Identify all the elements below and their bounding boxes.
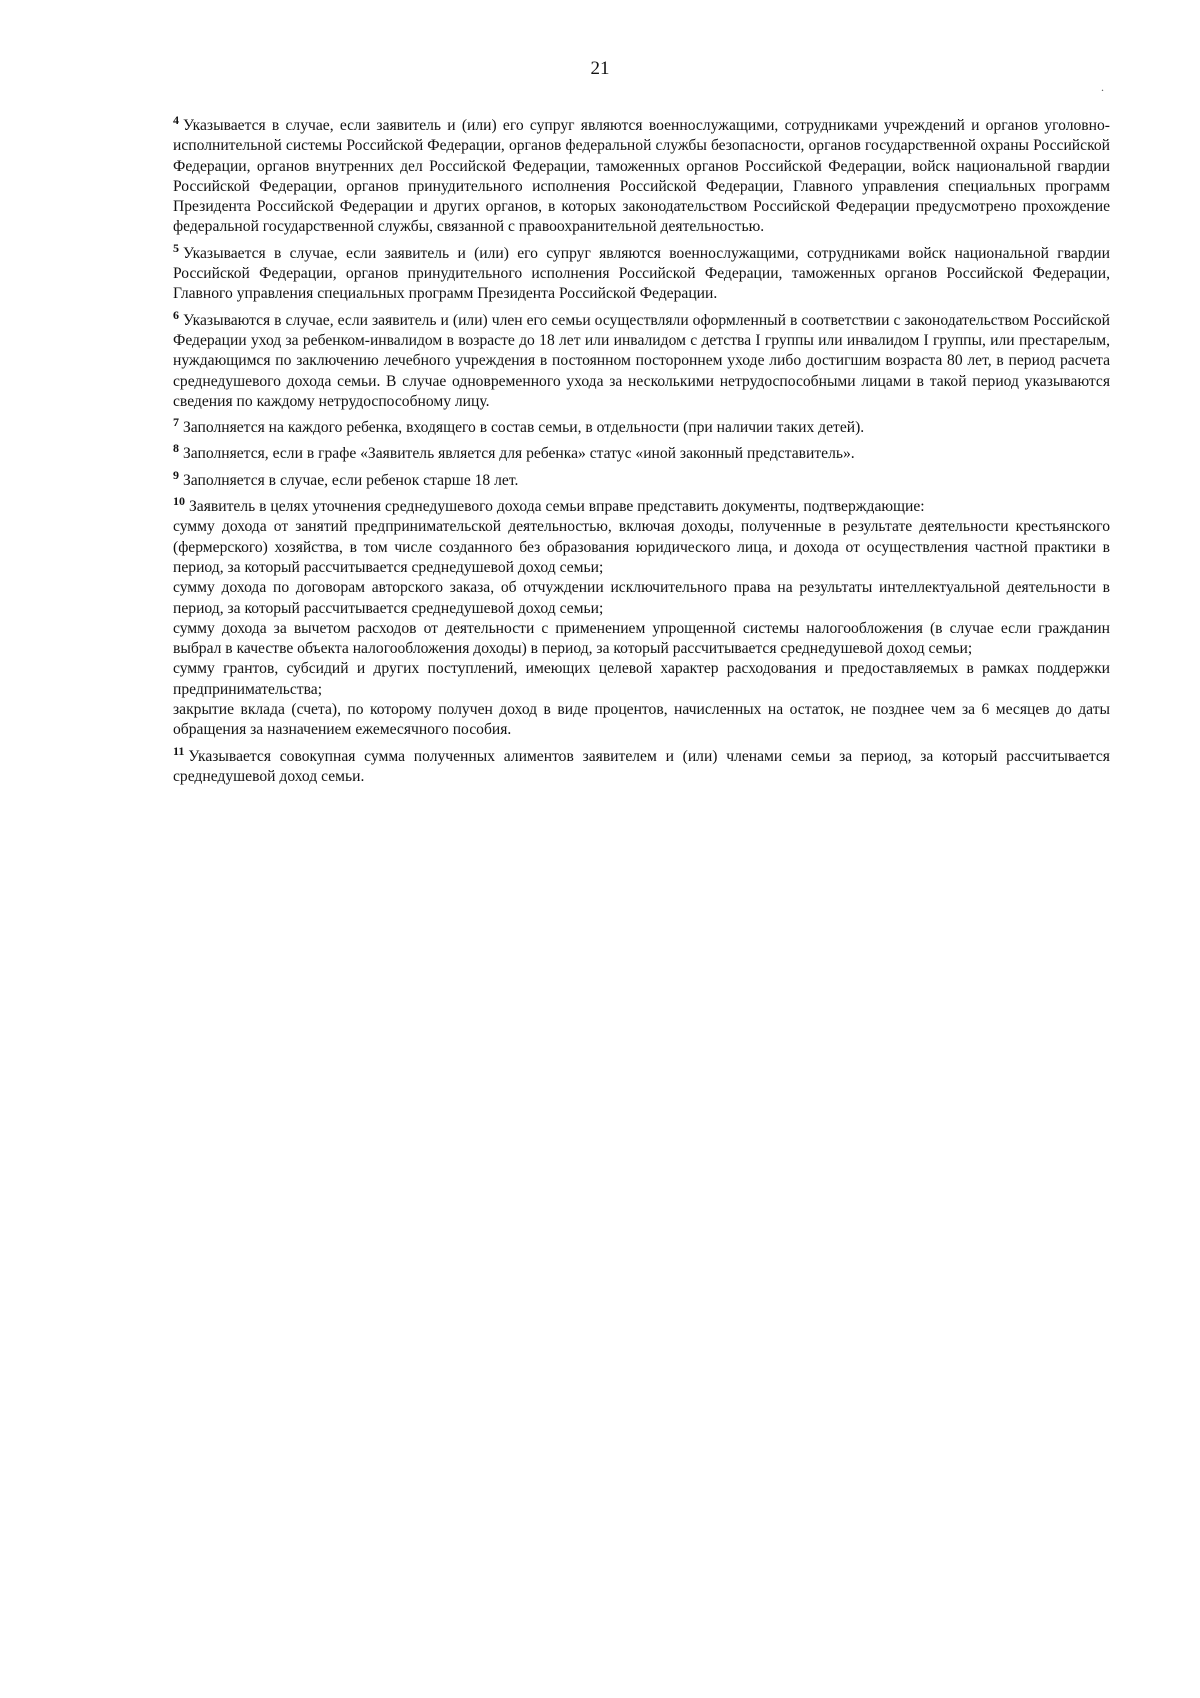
footnote-text: Заполняется, если в графе «Заявитель является для ребенка» статус «иной законный представитель».	[183, 445, 855, 463]
footnote-text: Указывается в случае, если заявитель и (или) его супруг являются военнослужащими, сотрудниками войск национальной гвардии Российской Федерации, органов принудительного исполнения Российской Федерации, таможенных органов Российской Федерации, Главного управления специальных программ Президента Российской Федерации.	[173, 244, 1110, 303]
footnote-paragraph	[173, 743, 1110, 788]
footnote-paragraph	[173, 494, 1110, 517]
footnote-text: Указываются в случае, если заявитель и (или) член его семьи осуществляли оформленный в соответствии с законодательством Российской Федерации уход за ребенком-инвалидом в возрасте до 18 лет или инвалидом с детства I группы или инвалидом I группы, или престарелым, нуждающимся по заключению лечебного учреждения в постоянном постороннем уходе либо достигшим возраста 80 лет, в период расчета среднедушевого дохода семьи. В случае одновременного ухода за несколькими нетрудоспособными лицами в такой период указываются сведения по каждому нетрудоспособному лицу.	[173, 311, 1110, 410]
footnote-marker: 5	[173, 240, 179, 255]
footnote-paragraph: сумму дохода за вычетом расходов от деятельности с применением упрощенной системы налогообложения (в случае если гражданин выбрал в качестве объекта налогообложения доходы) в период, за который рассчитывается среднедушевой доход семьи;	[173, 619, 1110, 658]
footnote-text: Заполняется на каждого ребенка, входящего в состав семьи, в отдельности (при наличии таких детей).	[183, 419, 865, 437]
footnote-text: Указывается в случае, если заявитель и (или) его супруг являются военнослужащими, сотрудниками учреждений и органов уголовно-исполнительной системы Российской Федерации, органов федеральной службы безопасности, органов государственной охраны Российской Федерации, органов внутренних дел Российской Федерации, таможенных органов Российской Федерации, войск национальной гвардии Российской Федерации, органов принудительного исполнения Российской Федерации, Главного управления специальных программ Президента Российской Федерации и других органов, в которых законодательством Российской Федерации предусмотрено прохождение федеральной государственной службы, связанной с правоохранительной деятельностью.	[173, 117, 1110, 236]
footnote-4	[173, 113, 1110, 238]
footnote-marker: 10	[173, 494, 185, 509]
footnote-paragraph	[173, 415, 1110, 438]
footnote-marker: 9	[173, 467, 179, 482]
footnote-marker: 7	[173, 415, 179, 430]
footnote-paragraph	[173, 441, 1110, 464]
footnote-marker: 4	[173, 113, 179, 127]
footnote-paragraph: сумму дохода от занятий предпринимательской деятельностью, включая доходы, полученные в результате деятельности крестьянского (фермерского) хозяйства, в том числе созданного без образования юридического лица, и дохода от осуществления частной практики в период, за который рассчитывается среднедушевой доход семьи;	[173, 518, 1110, 576]
footnotes-section	[173, 113, 1110, 793]
footnote-6	[173, 307, 1110, 412]
footnote-text: Заполняется в случае, если ребенок старше 18 лет.	[183, 471, 519, 489]
footnote-paragraph	[173, 307, 1110, 412]
footnote-paragraph: закрытие вклада (счета), по которому получен доход в виде процентов, начисленных на остаток, не позднее чем за 6 месяцев до даты обращения за назначением ежемесячного пособия.	[173, 701, 1110, 739]
footnote-10	[173, 494, 1110, 741]
footnote-8	[173, 441, 1110, 464]
footnote-text: Заявитель в целях уточнения среднедушевого дохода семьи вправе представить документы, подтверждающие:	[189, 498, 925, 516]
footnote-marker: 6	[173, 307, 179, 322]
footnote-paragraph	[173, 240, 1110, 305]
footnote-paragraph	[173, 113, 1110, 238]
footnote-9	[173, 467, 1110, 491]
page-number: 21	[590, 58, 610, 79]
footnote-paragraph: сумму грантов, субсидий и других поступлений, имеющих целевой характер расходования и предоставляемых в рамках поддержки предпринимательства;	[173, 660, 1110, 698]
footnote-marker: 8	[173, 441, 179, 456]
scan-mark: .	[1101, 80, 1104, 94]
footnote-11	[173, 743, 1110, 788]
footnote-text: Указывается совокупная сумма полученных алиментов заявителем и (или) членами семьи за период, за который рассчитывается среднедушевой доход семьи.	[173, 747, 1110, 785]
footnote-paragraph	[173, 467, 1110, 491]
footnote-paragraph: сумму дохода по договорам авторского заказа, об отчуждении исключительного права на результаты интеллектуальной деятельности в период, за который рассчитывается среднедушевой доход семьи;	[173, 579, 1110, 617]
footnote-7	[173, 415, 1110, 438]
footnote-marker: 11	[173, 743, 185, 758]
footnote-5	[173, 240, 1110, 305]
